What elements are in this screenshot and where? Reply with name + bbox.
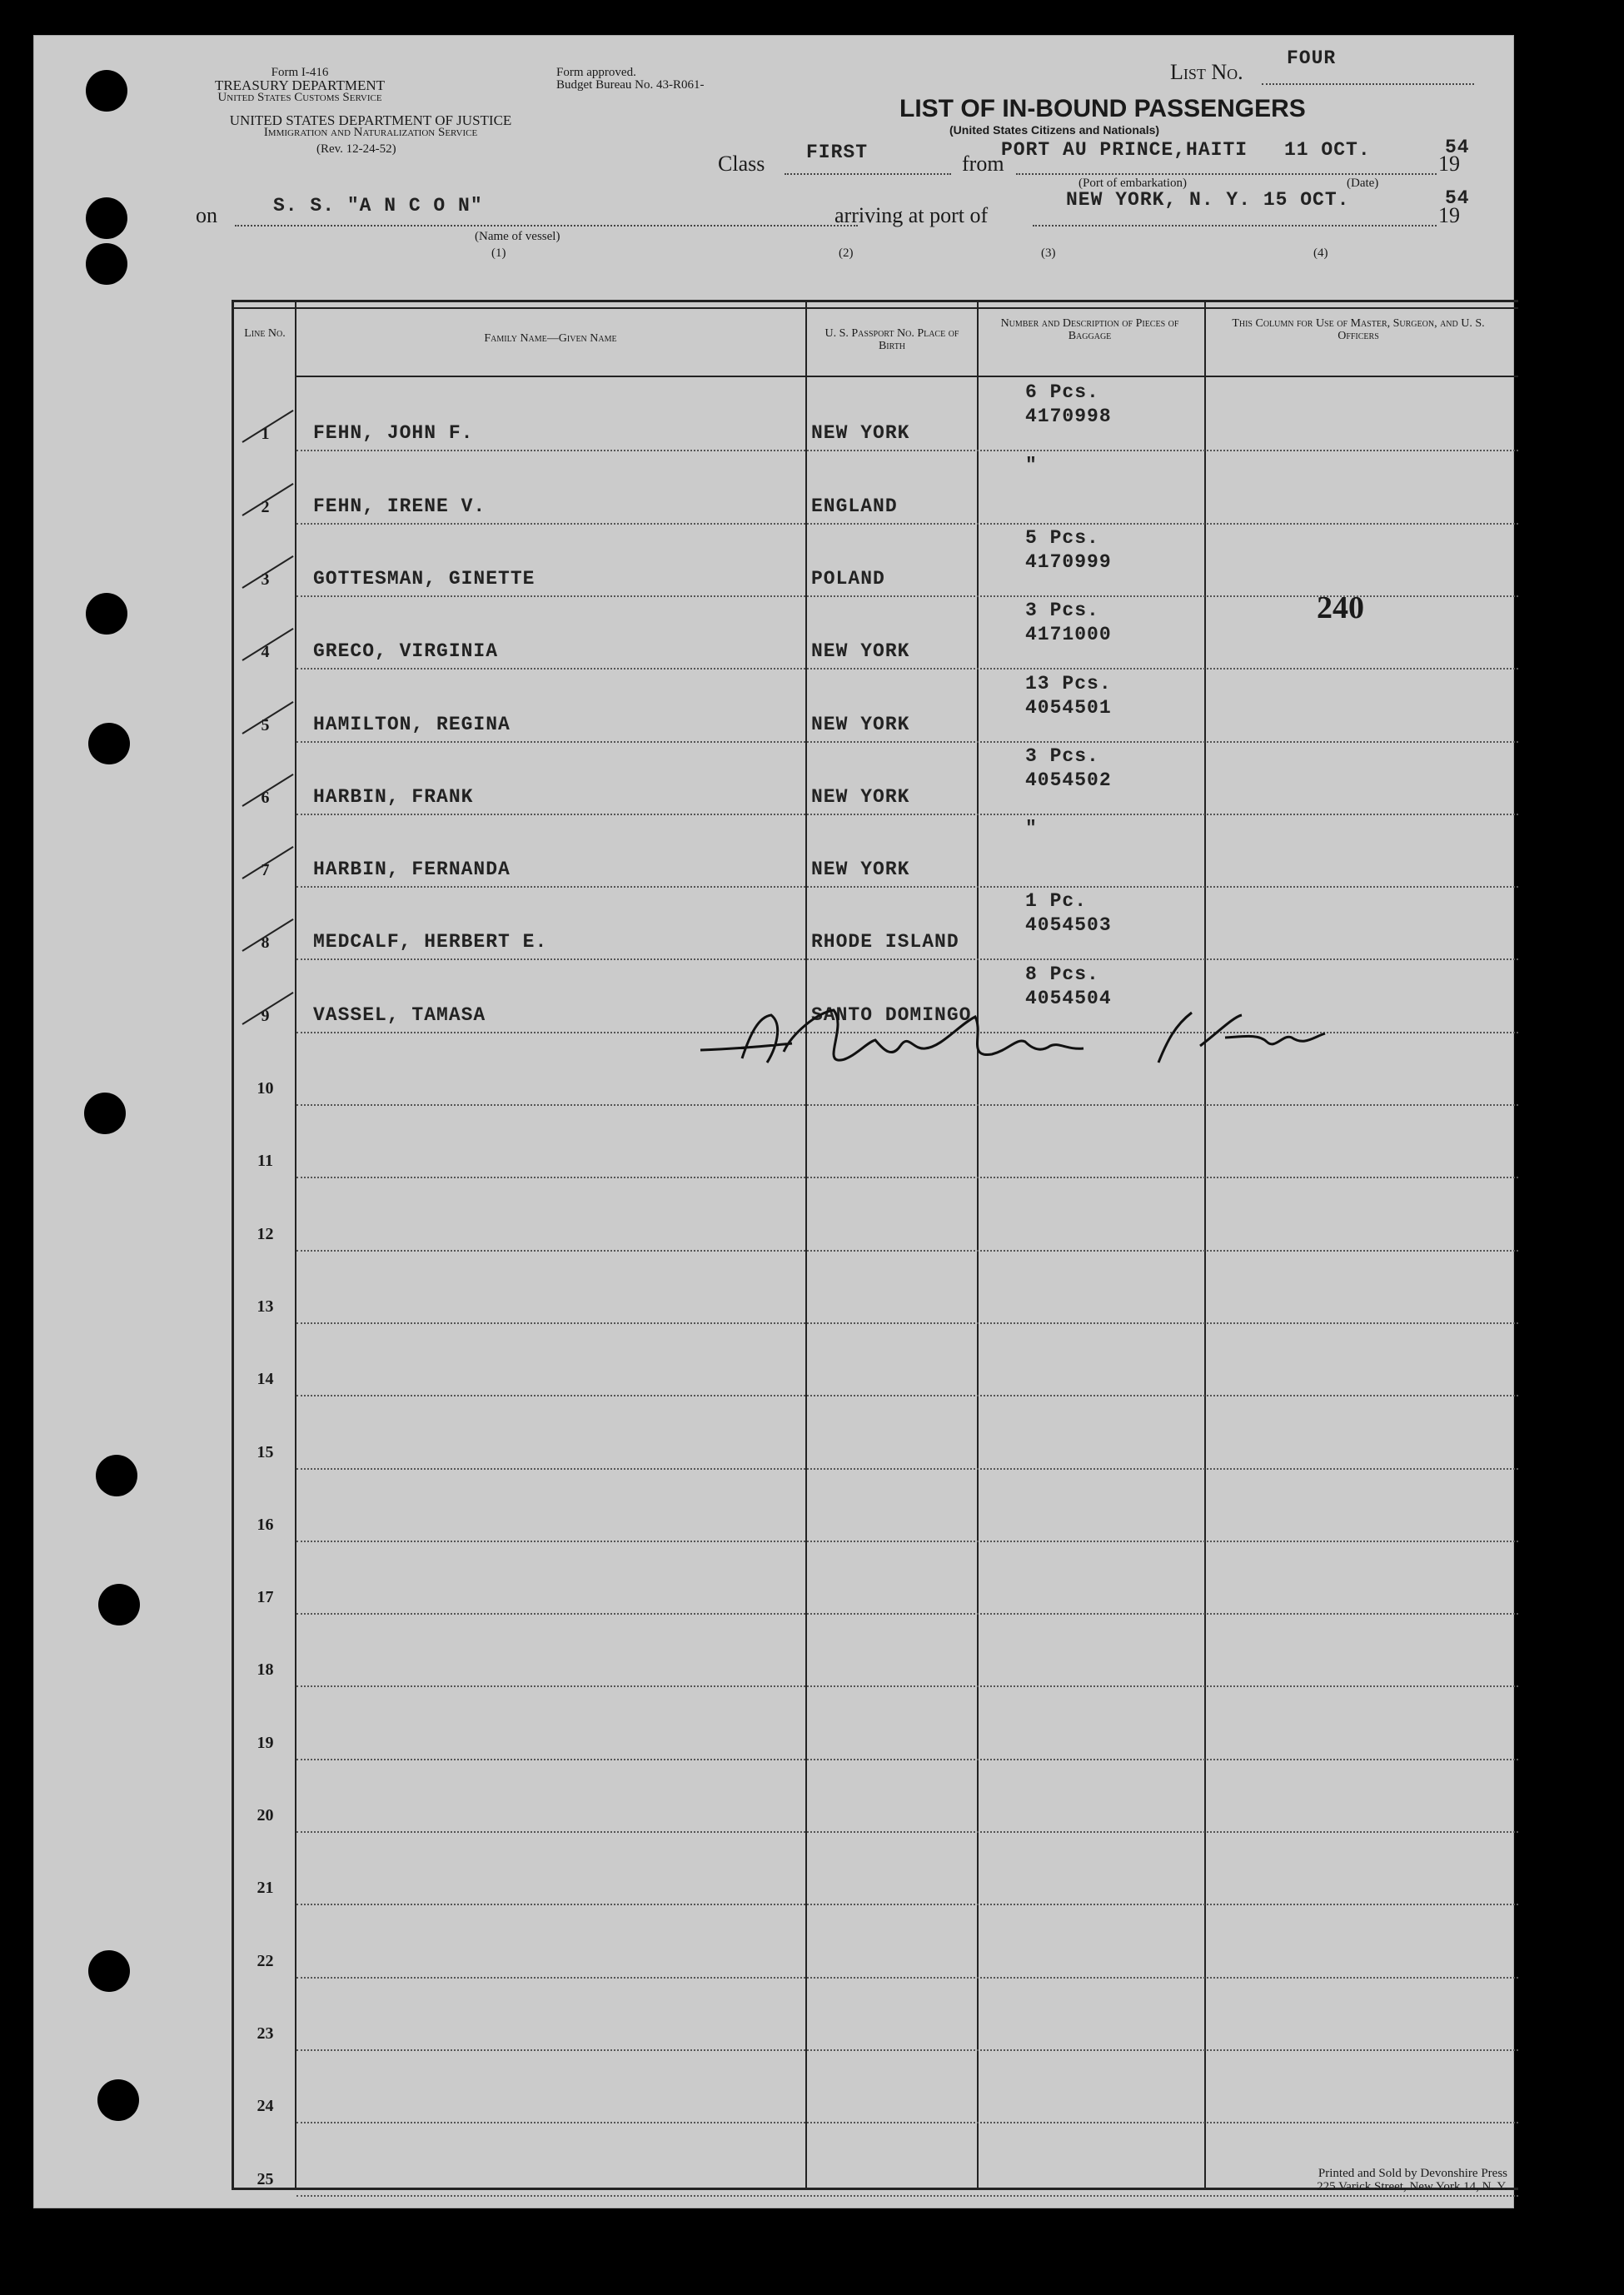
year-prefix-1: 19: [1438, 152, 1460, 176]
vessel-line: [235, 225, 858, 227]
baggage-count: 3 Pcs.: [1025, 744, 1099, 767]
embarkation-port: PORT AU PRINCE,HAITI: [1001, 139, 1248, 161]
baggage-number: 4170998: [1025, 406, 1112, 428]
arrival-port-date: NEW YORK, N. Y. 15 OCT.: [1066, 189, 1350, 211]
approval-line2: Budget Bureau No. 43-R061-: [556, 78, 705, 92]
line-number: 11: [257, 1152, 273, 1171]
header-passport: U. S. Passport No. Place of Birth: [824, 327, 959, 352]
row-rule: [296, 1904, 1518, 1905]
place-of-birth: POLAND: [811, 567, 885, 590]
baggage-number: 4054502: [1025, 769, 1112, 791]
punch-hole: [86, 593, 127, 635]
from-label: from: [962, 152, 1004, 176]
header-rule: [295, 376, 1518, 377]
document-sheet: [33, 35, 1514, 2208]
customs-service: United States Customs Service: [217, 91, 382, 104]
justice-dept: UNITED STATES DEPARTMENT OF JUSTICE: [229, 112, 512, 128]
class-label: Class: [718, 152, 765, 176]
baggage-count: 1 Pc.: [1025, 890, 1088, 913]
row-rule: [296, 668, 1518, 670]
place-of-birth: NEW YORK: [811, 422, 910, 445]
row-rule: [296, 886, 1518, 888]
header-name: Family Name—Given Name: [484, 332, 617, 345]
passenger-name: GRECO, VIRGINIA: [313, 640, 499, 663]
embarkation-caption: (Port of embarkation): [1079, 177, 1187, 190]
col-num-3: (3): [1041, 246, 1056, 260]
passenger-name: VASSEL, TAMASA: [313, 1003, 486, 1026]
line-number: 12: [257, 1224, 274, 1243]
signature: [692, 1000, 1442, 1083]
line-number: 25: [257, 2169, 274, 2188]
printer-imprint: [1183, 2167, 1507, 2193]
table-top-rule: [234, 302, 1518, 309]
from-line: [1016, 173, 1437, 175]
form-title: LIST OF IN-BOUND PASSENGERS: [899, 95, 1306, 122]
treasury-dept: TREASURY DEPARTMENT: [214, 77, 386, 93]
punch-hole: [97, 2079, 139, 2121]
form-agency-block: [192, 67, 408, 104]
header-baggage: Number and Description of Pieces of Baggage: [1000, 317, 1179, 342]
list-no-line: [1262, 83, 1474, 85]
form-number: Form I-416: [271, 66, 329, 79]
baggage-count: ": [1025, 818, 1038, 840]
row-rule: [296, 450, 1518, 451]
baggage-number: 4171000: [1025, 624, 1112, 646]
punch-hole: [86, 197, 127, 239]
line-number: 6: [261, 788, 270, 807]
col-num-4: (4): [1313, 246, 1328, 260]
punch-hole: [88, 723, 130, 764]
baggage-count: ": [1025, 454, 1038, 476]
row-rule: [296, 1759, 1518, 1760]
col-num-1: (1): [491, 246, 506, 260]
list-no-value: FOUR: [1287, 47, 1337, 69]
row-rule: [296, 1250, 1518, 1252]
vessel-caption: (Name of vessel): [475, 230, 560, 243]
row-rule: [296, 741, 1518, 743]
class-line: [785, 173, 951, 175]
line-number: 22: [257, 1951, 274, 1970]
passenger-name: GOTTESMAN, GINETTE: [313, 567, 536, 590]
place-of-birth: SANTO DOMINGO: [811, 1003, 972, 1026]
row-rule: [296, 1395, 1518, 1396]
place-of-birth: ENGLAND: [811, 495, 898, 517]
passenger-table: [232, 300, 1518, 2190]
passenger-name: HARBIN, FERNANDA: [313, 859, 511, 881]
punch-hole: [98, 1584, 140, 1625]
departure-date: 11 OCT.: [1284, 139, 1371, 161]
row-rule: [296, 2195, 1518, 2197]
revision-date: (Rev. 12-24-52): [316, 142, 396, 156]
justice-block: [196, 114, 545, 139]
ins-service: Immigration and Naturalization Service: [263, 126, 478, 139]
punch-hole: [86, 243, 127, 285]
header-line-no: Line No.: [244, 327, 286, 340]
baggage-number: 4054504: [1025, 987, 1112, 1009]
line-number: 14: [257, 1370, 274, 1389]
punch-hole: [84, 1093, 126, 1134]
approval-line1: Form approved.: [556, 66, 636, 79]
line-number: 10: [257, 1079, 274, 1098]
place-of-birth: NEW YORK: [811, 640, 910, 663]
year-prefix-2: 19: [1438, 203, 1460, 227]
row-rule: [296, 1541, 1518, 1542]
row-rule: [296, 1468, 1518, 1470]
row-rule: [296, 1685, 1518, 1687]
line-number: 18: [257, 1660, 274, 1680]
row-rule: [296, 814, 1518, 815]
row-rule: [296, 1322, 1518, 1324]
row-rule: [296, 1977, 1518, 1979]
row-rule: [296, 958, 1518, 960]
line-number: 8: [261, 933, 270, 953]
row-rule: [296, 2122, 1518, 2123]
baggage-number: 4170999: [1025, 550, 1112, 573]
line-number: 7: [261, 861, 270, 880]
passenger-name: HARBIN, FRANK: [313, 785, 474, 808]
line-number: 23: [257, 2024, 274, 2043]
line-number: 24: [257, 2097, 274, 2116]
line-number: 3: [261, 570, 270, 589]
line-number: 16: [257, 1515, 274, 1534]
line-number: 4: [261, 643, 270, 662]
header-officers: This Column for Use of Master, Surgeon, and U. S. Officers: [1232, 317, 1485, 342]
approval-block: [556, 67, 704, 92]
row-rule: [296, 1104, 1518, 1106]
baggage-count: 6 Pcs.: [1025, 381, 1099, 404]
vessel-name: S. S. "A N C O N": [273, 195, 483, 217]
place-of-birth: NEW YORK: [811, 785, 910, 808]
on-label: on: [196, 203, 217, 227]
row-rule: [296, 2049, 1518, 2051]
punch-hole: [96, 1455, 137, 1496]
line-number: 5: [261, 715, 270, 734]
line-number: 17: [257, 1588, 274, 1607]
printer-line1: Printed and Sold by Devonshire Press: [1318, 2167, 1507, 2180]
year-1: 54: [1445, 137, 1470, 158]
place-of-birth: NEW YORK: [811, 859, 910, 881]
passenger-name: HAMILTON, REGINA: [313, 713, 511, 735]
place-of-birth: NEW YORK: [811, 713, 910, 735]
passenger-name: MEDCALF, HERBERT E.: [313, 931, 548, 953]
baggage-number: 4054503: [1025, 914, 1112, 937]
officer-note: 240: [1317, 590, 1364, 625]
signature-drawing: [692, 1000, 1442, 1083]
punch-hole: [88, 1950, 130, 1992]
class-value: FIRST: [806, 142, 869, 163]
line-number: 21: [257, 1879, 274, 1898]
row-rule: [296, 1831, 1518, 1833]
punch-hole: [86, 70, 127, 112]
line-number: 13: [257, 1297, 274, 1316]
line-number: 19: [257, 1733, 274, 1752]
row-rule: [296, 1177, 1518, 1178]
passenger-name: FEHN, JOHN F.: [313, 422, 474, 445]
line-number: 20: [257, 1806, 274, 1825]
line-number: 2: [261, 497, 270, 516]
line-number: 9: [261, 1006, 270, 1025]
row-rule: [296, 1613, 1518, 1615]
arriving-label: arriving at port of: [834, 203, 989, 227]
year-2: 54: [1445, 187, 1470, 209]
list-no-label: List No.: [1170, 60, 1243, 84]
baggage-count: 13 Pcs.: [1025, 672, 1112, 694]
line-number: 15: [257, 1442, 274, 1461]
baggage-count: 8 Pcs.: [1025, 963, 1099, 985]
col-num-2: (2): [839, 246, 854, 260]
baggage-count: 3 Pcs.: [1025, 600, 1099, 622]
passenger-name: FEHN, IRENE V.: [313, 495, 486, 517]
line-number: 1: [261, 425, 270, 444]
arrival-line: [1033, 225, 1437, 227]
baggage-number: 4054501: [1025, 696, 1112, 719]
place-of-birth: RHODE ISLAND: [811, 931, 959, 953]
row-rule: [296, 523, 1518, 525]
form-subtitle: (United States Citizens and Nationals): [949, 123, 1160, 137]
date-caption: (Date): [1347, 177, 1379, 190]
printer-line2: 225 Varick Street, New York 14, N. Y.: [1317, 2180, 1507, 2193]
baggage-count: 5 Pcs.: [1025, 526, 1099, 549]
